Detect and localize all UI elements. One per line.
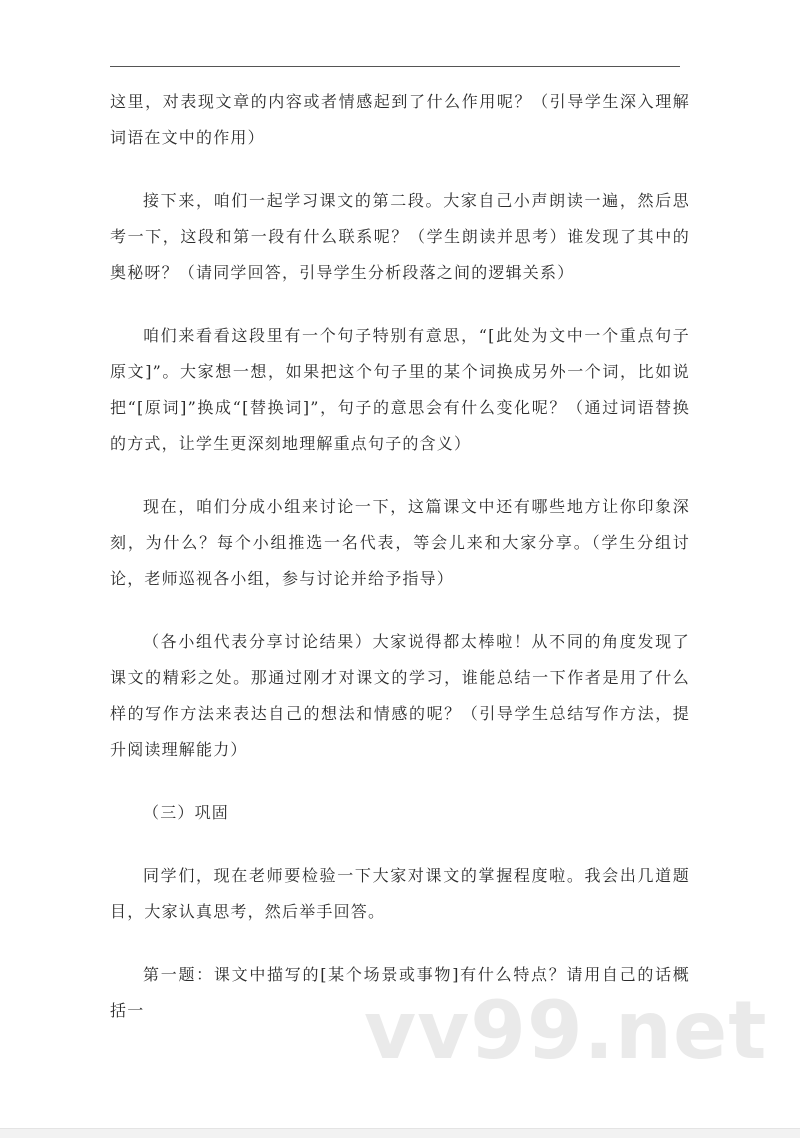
paragraph-key-sentence: 咱们来看看这段里有一个句子特别有意思，“[此处为文中一个重点句子原文]”。大家想一想，如果把这个句子里的某个词换成另外一个词，比如说把“[原词]”换成“[替换词]”，句子的意思会有什么变化呢？（通过词语替换的方式，让学生更深刻地理解重点句子的含义） — [110, 326, 690, 453]
section-heading-consolidate: （三）巩固 — [143, 803, 230, 822]
paragraph-group-discussion: 现在，咱们分成小组来讨论一下，这篇课文中还有哪些地方让你印象深刻，为什么？每个小组推选一名代表，等会儿来和大家分享。（学生分组讨论，老师巡视各小组，参与讨论并给予指导） — [110, 497, 690, 588]
paragraph-check-mastery: 同学们，现在老师要检验一下大家对课文的掌握程度啦。我会出几道题目，大家认真思考，然后举手回答。 — [110, 866, 690, 921]
document-body — [110, 84, 690, 1056]
paragraph-continuation: 这里，对表现文章的内容或者情感起到了什么作用呢？（引导学生深入理解词语在文中的作用） — [110, 92, 690, 147]
site-watermark: vv99.net — [364, 984, 768, 1077]
paragraph-group-sharing: （各小组代表分享讨论结果）大家说得都太棒啦！从不同的角度发现了课文的精彩之处。那通过刚才对课文的学习，谁能总结一下作者是用了什么样的写作方法来表达自己的想法和情感的呢？（引导学生总结写作方法，提升阅读理解能力） — [110, 632, 690, 759]
header-rule — [110, 66, 680, 67]
paragraph-question-one: 第一题：课文中描写的[某个场景或事物]有什么特点？请用自己的话概括一 — [110, 965, 690, 1020]
paragraph-second-section-reading: 接下来，咱们一起学习课文的第二段。大家自己小声朗读一遍，然后思考一下，这段和第一段有什么联系呢？（学生朗读并思考）谁发现了其中的奥秘呀？（请同学回答，引导学生分析段落之间的逻辑关系） — [110, 191, 690, 282]
